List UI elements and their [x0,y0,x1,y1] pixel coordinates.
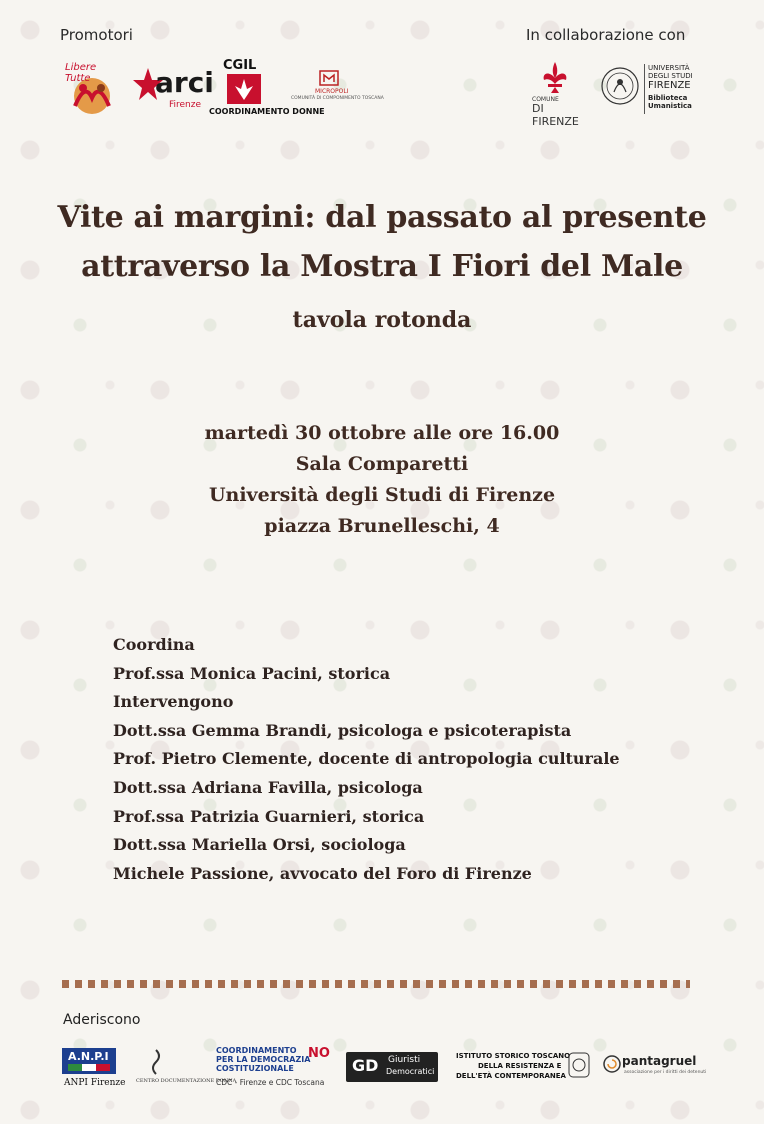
pantagruel-spiral-icon [602,1054,622,1074]
lily-icon [227,74,261,104]
cgil-text: CGIL [223,58,257,73]
giuristi-line2: Democratici [386,1067,435,1076]
cdc-line2: PER LA DEMOCRAZIA [216,1055,311,1064]
cdc-line3: COSTITUZIONALE [216,1064,294,1073]
anpi-text: A.N.P.I [68,1050,109,1063]
pantagruel-text: pantagruel [622,1054,697,1068]
speaker-line: Dott.ssa Mariella Orsi, sociologa [113,835,406,855]
anpi-sub-text: ANPI Firenze [64,1078,126,1088]
cdc-sub-text: CDC - Firenze e CDC Toscana [216,1078,325,1087]
comune-line1: COMUNE [532,96,559,103]
giuristi-mark: GD [352,1056,379,1075]
istituto-line2: DELLA RESISTENZA E [478,1062,562,1070]
speaker-line: Dott.ssa Gemma Brandi, psicologa e psicoterapista [113,720,572,740]
giuristi-democratici-logo [346,1052,438,1082]
micropoli-logo [291,68,384,112]
cdc-logo [216,1044,336,1096]
unifi-seal-icon [600,66,640,106]
arci-logo [133,64,214,116]
speaker-line: Intervengono [113,692,234,712]
dotted-divider [62,980,690,988]
libere-tutte-text: Libere Tutte [65,62,97,84]
promoter-logos [55,58,384,122]
cgil-logo [209,58,325,120]
event-address: piazza Brunelleschi, 4 [264,515,500,537]
cdc-no-mark: NO [308,1046,330,1061]
libere-tutte-logo [61,62,123,120]
unifi-divider [644,64,645,114]
fleur-de-lis-icon [540,60,570,94]
istituto-emblem-icon [568,1052,590,1078]
partner-logos [520,58,710,128]
micropoli-sub-text: COMUNITÀ DI COMPONIMENTO TOSCANA [291,96,384,101]
micropoli-m-icon [319,70,339,86]
speakers-list [113,631,620,888]
cgil-red-box [227,74,261,104]
anpi-blue-box [62,1048,116,1074]
centro-donna-logo [136,1048,237,1092]
cdc-line1: COORDINAMENTO [216,1046,297,1055]
pantagruel-sub-text: associazione per i diritti dei detenuti [624,1070,707,1075]
istituto-line1: ISTITUTO STORICO TOSCANO [456,1052,571,1060]
event-room: Sala Comparetti [295,453,469,475]
biblioteca-text: Biblioteca Umanistica [648,94,692,110]
comune-line2: DI FIRENZE [532,102,579,128]
giuristi-line1: Giuristi [388,1055,421,1065]
unifi-line3: FIRENZE [648,80,691,91]
unifi-logo [600,58,710,120]
unifi-line1: UNIVERSITÀ [648,64,690,72]
event-subtitle: tavola rotonda [292,307,472,333]
collaborazione-label: In collaborazione con [526,26,686,44]
centro-donna-text: CENTRO DOCUMENTAZIONE DONNA [136,1078,237,1084]
event-title-line2: attraverso la Mostra I Fiori del Male [81,249,683,284]
aderiscono-label: Aderiscono [63,1012,141,1028]
speaker-line: Dott.ssa Adriana Favilla, psicologa [113,777,423,797]
female-figure-icon [144,1048,168,1076]
supporter-logos [56,1044,708,1096]
event-venue: Università degli Studi di Firenze [208,484,556,506]
event-title-line1: Vite ai margini: dal passato al presente [57,200,707,235]
cgil-sub-text: COORDINAMENTO DONNE [209,107,325,116]
unifi-line2: DEGLI STUDI [648,72,693,80]
anpi-logo [60,1048,126,1092]
istituto-storico-logo [456,1050,592,1090]
speaker-line: Coordina [113,635,195,654]
istituto-line3: DELL'ETÀ CONTEMPORANEA [456,1072,566,1080]
speaker-line: Prof. Pietro Clemente, docente di antropologia culturale [113,749,620,769]
pantagruel-logo [602,1050,706,1090]
comune-firenze-logo [524,60,586,128]
speaker-line: Prof.ssa Monica Pacini, storica [113,663,391,683]
micropoli-text: MICROPOLI [315,88,349,95]
event-date: martedì 30 ottobre alle ore 16.00 [204,422,560,444]
promotori-label: Promotori [60,26,133,44]
arci-text: arci [155,66,214,99]
speaker-line: Prof.ssa Patrizia Guarnieri, storica [113,806,425,826]
arci-sub-text: Firenze [169,100,202,110]
speaker-line: Michele Passione, avvocato del Foro di Firenze [113,863,532,883]
